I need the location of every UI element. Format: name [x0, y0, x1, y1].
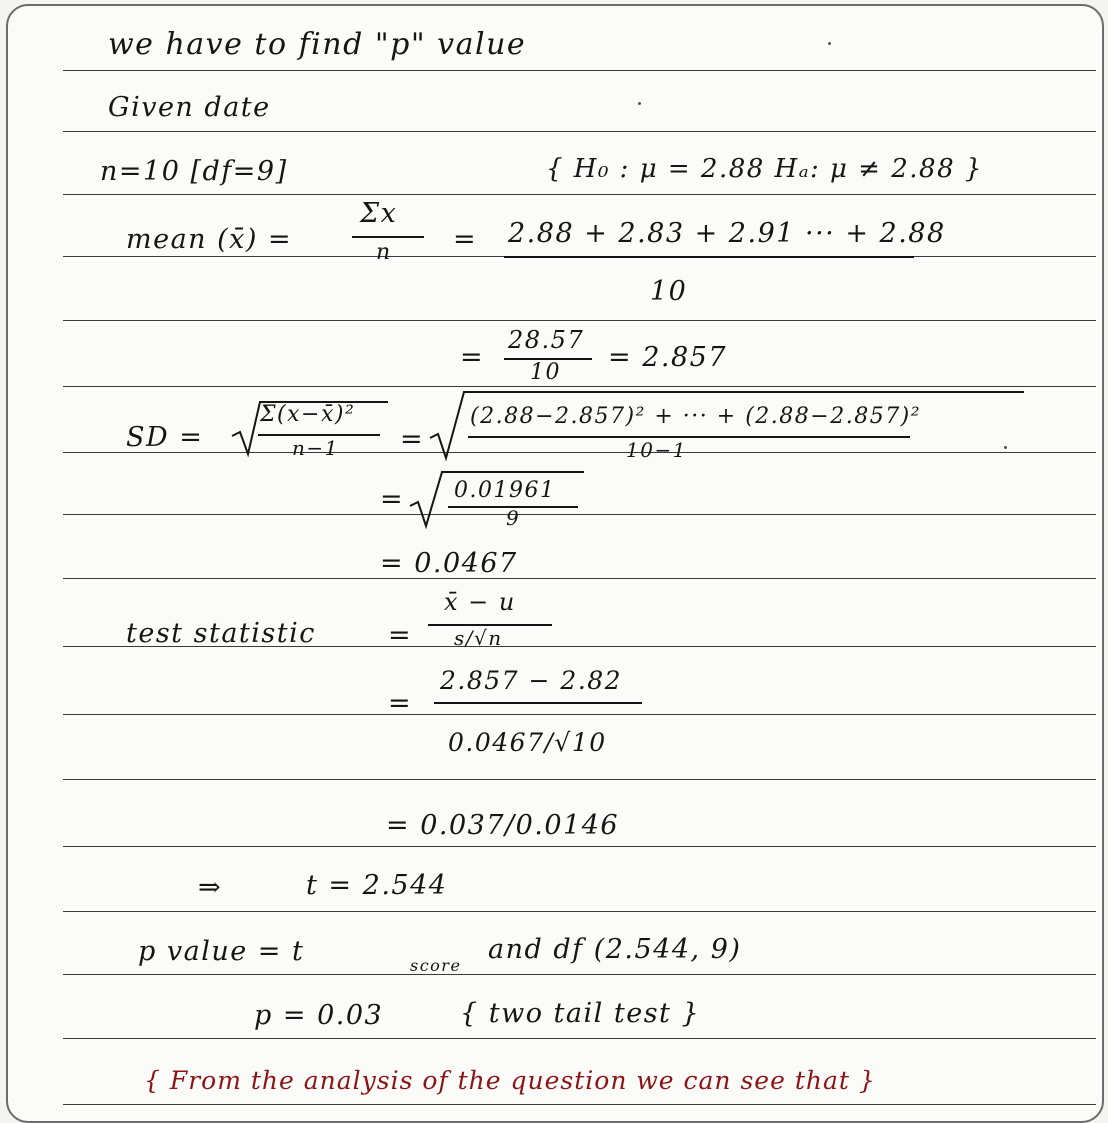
mean-label: mean (x̄) = [126, 224, 293, 255]
ruled-line [63, 194, 1096, 195]
n-df-line: n=10 [df=9] [100, 156, 288, 187]
equals-sign: = [400, 424, 425, 455]
ts-values-denominator: 0.0467/√10 [448, 728, 607, 757]
ts-step: = 0.037/0.0146 [386, 810, 620, 841]
mean-denominator: 10 [650, 276, 688, 307]
fraction-bar [468, 436, 910, 438]
ruled-line [63, 131, 1096, 132]
sd-expanded-denominator: 10−1 [626, 438, 687, 462]
ruled-line [63, 1104, 1096, 1105]
hypotheses: { H₀ : μ = 2.88 Hₐ: μ ≠ 2.88 } [546, 154, 983, 184]
title-line: we have to find "p" value [108, 27, 527, 62]
p-value-line: p value = t [138, 936, 305, 967]
ts-values-numerator: 2.857 − 2.82 [440, 666, 623, 695]
ts-numerator: x̄ − u [444, 588, 516, 616]
ruled-line [63, 1038, 1096, 1039]
ts-denominator: s/√n [454, 626, 503, 650]
ruled-line [63, 779, 1096, 780]
stray-dot [828, 42, 831, 45]
equals-sign: = [453, 224, 478, 255]
ruled-line [63, 320, 1096, 321]
ruled-line [63, 974, 1096, 975]
ruled-line [63, 70, 1096, 71]
n-denominator: n [376, 240, 392, 265]
implies-arrow: ⇒ [198, 872, 223, 903]
p-value-rest: and df (2.544, 9) [488, 934, 742, 965]
sd-label: SD = [126, 422, 204, 453]
equals-sign: = [460, 342, 485, 373]
p-result: p = 0.03 [254, 1000, 384, 1031]
sd-denominator: n−1 [292, 436, 339, 460]
sum-denominator: 10 [530, 360, 561, 385]
sum-x: Σx [360, 198, 398, 229]
mean-numerator: 2.88 + 2.83 + 2.91 ··· + 2.88 [508, 218, 946, 249]
conclusion-line: { From the analysis of the question we can see that } [144, 1066, 876, 1095]
equals-sign: = [380, 484, 405, 515]
equals-sign: = [388, 688, 413, 719]
sd-expanded-numerator: (2.88−2.857)² + ··· + (2.88−2.857)² [470, 404, 922, 429]
t-score-subscript: score [410, 956, 462, 975]
t-result: t = 2.544 [306, 870, 448, 901]
test-statistic-label: test statistic [126, 618, 316, 649]
mean-result: = 2.857 [608, 342, 728, 373]
notebook-page [6, 4, 1104, 1123]
two-tail-note: { two tail test } [460, 998, 701, 1029]
ruled-line [63, 911, 1096, 912]
fraction-bar [504, 256, 914, 258]
equals-sign: = [388, 620, 413, 651]
stray-dot [638, 102, 641, 105]
sd-result: = 0.0467 [380, 548, 518, 579]
sd-sum-value: 0.01961 [454, 478, 556, 503]
fraction-bar [352, 236, 424, 238]
ruled-line [63, 846, 1096, 847]
sd-numerator: Σ(x−x̄)² [260, 402, 356, 427]
sum-value: 28.57 [508, 326, 585, 354]
fraction-bar [434, 702, 642, 704]
given-line: Given date [108, 92, 271, 123]
sd-nine: 9 [506, 506, 521, 530]
ruled-line [63, 578, 1096, 579]
ruled-line [63, 714, 1096, 715]
